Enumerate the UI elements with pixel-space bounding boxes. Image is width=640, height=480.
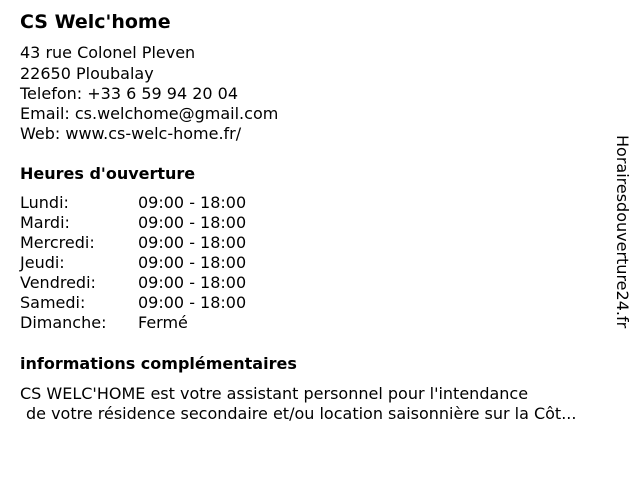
hours-value: Fermé [138,313,188,332]
hours-value: 09:00 - 18:00 [138,233,247,252]
address-street: 43 rue Colonel Pleven [20,43,196,62]
hours-value: 09:00 - 18:00 [138,273,247,292]
hours-value: 09:00 - 18:00 [138,253,247,272]
website-address: Web: www.cs-welc-home.fr/ [20,124,242,143]
day-label: Lundi: [20,193,69,212]
hours-value: 09:00 - 18:00 [138,193,247,212]
address-city: 22650 Ploubalay [20,64,154,83]
hours-value: 09:00 - 18:00 [138,293,247,312]
day-label: Vendredi: [20,273,96,292]
description-line-1: CS WELC'HOME est votre assistant personnel pour l'intendance [20,384,529,403]
description-line-2: de votre résidence secondaire et/ou location saisonnière sur la Côt... [26,404,577,423]
day-label: Mercredi: [20,233,95,252]
day-label: Samedi: [20,293,86,312]
day-label: Dimanche: [20,313,107,332]
phone-number: Telefon: +33 6 59 94 20 04 [20,84,239,103]
site-watermark: Horairesdouverture24.fr [613,135,632,329]
business-name: CS Welc'home [20,11,171,33]
day-label: Jeudi: [20,253,65,272]
additional-info-heading: informations complémentaires [20,354,297,373]
email-address: Email: cs.welchome@gmail.com [20,104,279,123]
day-label: Mardi: [20,213,70,232]
hours-value: 09:00 - 18:00 [138,213,247,232]
opening-hours-heading: Heures d'ouverture [20,164,196,183]
